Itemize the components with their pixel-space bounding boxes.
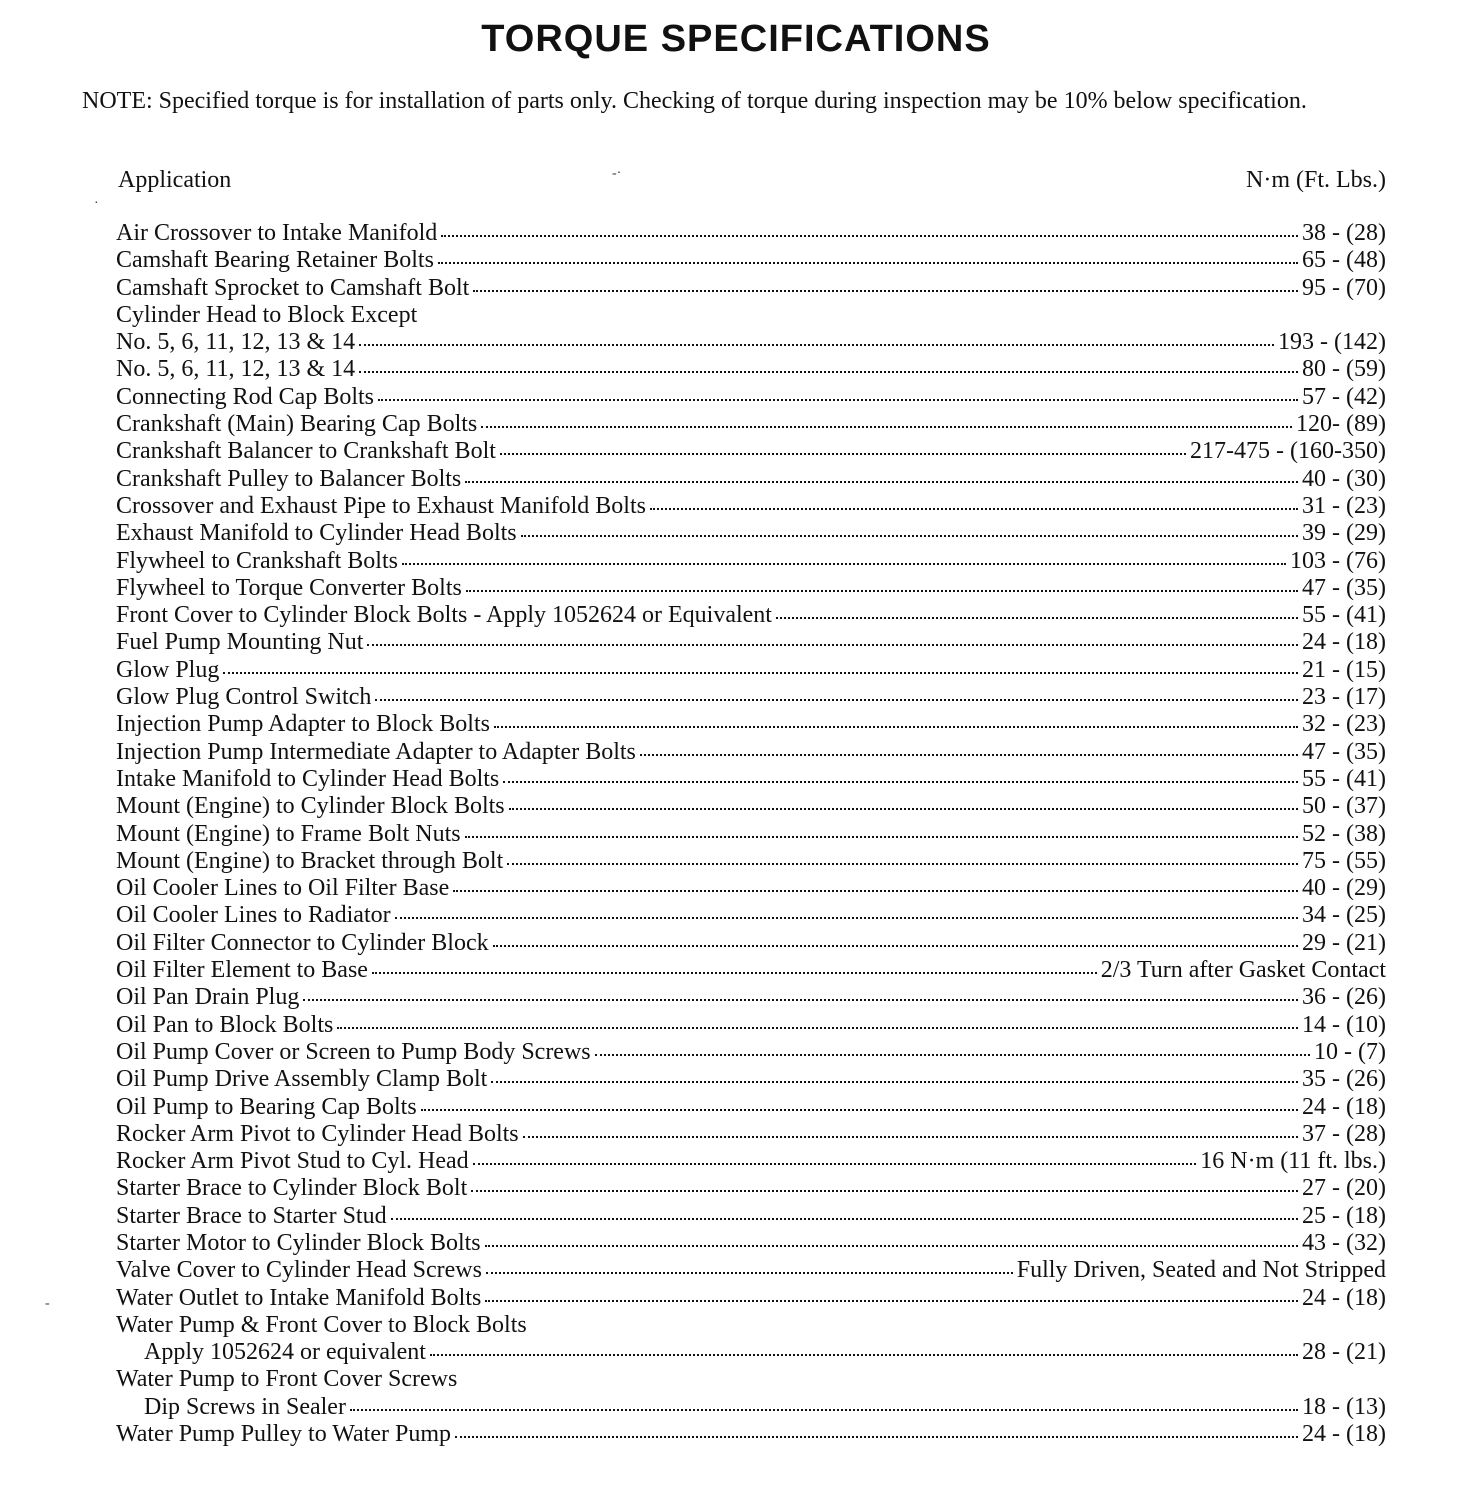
application-cell: Crossover and Exhaust Pipe to Exhaust Manifold Bolts xyxy=(116,492,646,519)
table-row xyxy=(116,1121,1386,1148)
application-cell: Crankshaft Balancer to Crankshaft Bolt xyxy=(116,438,496,465)
table-row xyxy=(116,984,1386,1011)
torque-value-cell: 50 - (37) xyxy=(1302,793,1386,820)
table-row xyxy=(116,1312,1386,1339)
application-cell: No. 5, 6, 11, 12, 13 & 14 xyxy=(116,356,356,383)
dot-leader xyxy=(465,833,1298,838)
application-cell: Dip Screws in Sealer xyxy=(144,1393,346,1420)
table-row xyxy=(116,575,1386,602)
scan-speck: -· xyxy=(612,166,622,181)
application-cell: No. 5, 6, 11, 12, 13 & 14 xyxy=(116,329,356,356)
torque-value-cell: Fully Driven, Seated and Not Stripped xyxy=(1016,1257,1386,1284)
torque-value-cell: 16 N·m (11 ft. lbs.) xyxy=(1200,1148,1386,1175)
torque-value-cell: 38 - (28) xyxy=(1302,220,1386,246)
torque-value-cell: 29 - (21) xyxy=(1302,929,1386,956)
dot-leader xyxy=(466,587,1298,592)
dot-leader xyxy=(402,560,1286,565)
table-row xyxy=(116,548,1386,575)
dot-leader xyxy=(375,696,1298,701)
table-row xyxy=(116,1012,1386,1039)
dot-leader xyxy=(500,450,1186,455)
table-row xyxy=(116,1203,1386,1230)
table-row xyxy=(116,739,1386,766)
table-row xyxy=(116,629,1386,656)
table-row xyxy=(116,930,1386,957)
application-cell: Water Pump to Front Cover Screws xyxy=(116,1366,458,1393)
application-cell: Injection Pump Intermediate Adapter to Adapter Bolts xyxy=(116,738,636,765)
application-cell: Oil Filter Connector to Cylinder Block xyxy=(116,929,489,956)
torque-value-cell: 65 - (48) xyxy=(1302,247,1386,274)
application-cell: Oil Pump to Bearing Cap Bolts xyxy=(116,1093,417,1120)
table-row xyxy=(116,1257,1386,1284)
application-cell: Valve Cover to Cylinder Head Screws xyxy=(116,1257,482,1284)
application-cell: Crankshaft Pulley to Balancer Bolts xyxy=(116,465,462,492)
torque-value-cell: 193 - (142) xyxy=(1278,329,1386,356)
table-row xyxy=(116,1175,1386,1202)
application-cell: Apply 1052624 or equivalent xyxy=(144,1339,426,1366)
torque-value-cell: 43 - (32) xyxy=(1302,1229,1386,1256)
application-cell: Oil Filter Element to Base xyxy=(116,957,368,984)
application-cell: Mount (Engine) to Cylinder Block Bolts xyxy=(116,793,505,820)
application-cell: Starter Brace to Cylinder Block Bolt xyxy=(116,1175,468,1202)
table-row xyxy=(116,602,1386,629)
application-cell: Flywheel to Torque Converter Bolts xyxy=(116,574,462,601)
table-row xyxy=(116,247,1386,274)
table-row xyxy=(116,384,1386,411)
torque-value-cell: 217-475 - (160-350) xyxy=(1190,438,1386,465)
application-cell: Oil Pan Drain Plug xyxy=(116,984,300,1011)
table-row xyxy=(116,493,1386,520)
table-row xyxy=(116,438,1386,465)
dot-leader xyxy=(471,1187,1298,1192)
dot-leader xyxy=(485,1297,1298,1302)
torque-value-cell: 55 - (41) xyxy=(1302,765,1386,792)
dot-leader xyxy=(503,778,1298,783)
application-cell: Camshaft Sprocket to Camshaft Bolt xyxy=(116,274,470,301)
table-row xyxy=(116,875,1386,902)
table-row xyxy=(116,766,1386,793)
dot-leader xyxy=(359,368,1298,373)
application-cell: Water Pump Pulley to Water Pump xyxy=(116,1421,451,1448)
application-cell: Air Crossover to Intake Manifold xyxy=(116,220,438,246)
dot-leader xyxy=(507,860,1298,865)
torque-value-cell: 24 - (18) xyxy=(1302,1093,1386,1120)
dot-leader xyxy=(473,1160,1197,1165)
dot-leader xyxy=(650,505,1298,510)
dot-leader xyxy=(493,942,1298,947)
torque-value-cell: 24 - (18) xyxy=(1302,1421,1386,1448)
dot-leader xyxy=(441,232,1298,237)
table-row xyxy=(116,302,1386,329)
application-cell: Glow Plug Control Switch xyxy=(116,684,372,711)
table-row xyxy=(116,711,1386,738)
torque-value-cell: 2/3 Turn after Gasket Contact xyxy=(1100,957,1386,984)
torque-value-cell: 24 - (18) xyxy=(1302,629,1386,656)
dot-leader xyxy=(473,287,1298,292)
dot-leader xyxy=(481,423,1292,428)
torque-value-cell: 34 - (25) xyxy=(1302,902,1386,929)
note-paragraph: NOTE: Specified torque is for installation of parts only. Checking of torque during inspection may be 10% below specification. xyxy=(82,88,1307,114)
application-cell: Rocker Arm Pivot to Cylinder Head Bolts xyxy=(116,1120,519,1147)
column-header-application: Application xyxy=(118,167,232,193)
application-cell: Oil Pump Cover or Screen to Pump Body Screws xyxy=(116,1038,591,1065)
table-row xyxy=(116,220,1386,247)
torque-value-cell: 75 - (55) xyxy=(1302,847,1386,874)
torque-value-cell: 40 - (29) xyxy=(1302,875,1386,902)
table-row xyxy=(116,1421,1386,1448)
torque-value-cell: 103 - (76) xyxy=(1290,547,1386,574)
torque-value-cell: 31 - (23) xyxy=(1302,492,1386,519)
dot-leader xyxy=(421,1106,1298,1111)
dot-leader xyxy=(395,914,1298,919)
dot-leader xyxy=(391,1215,1298,1220)
table-row xyxy=(116,1394,1386,1421)
torque-value-cell: 80 - (59) xyxy=(1302,356,1386,383)
torque-value-cell: 55 - (41) xyxy=(1302,602,1386,629)
dot-leader xyxy=(223,669,1298,674)
dot-leader xyxy=(523,1133,1298,1138)
dot-leader xyxy=(359,341,1274,346)
dot-leader xyxy=(521,532,1298,537)
dot-leader xyxy=(509,805,1298,810)
page-title: TORQUE SPECIFICATIONS xyxy=(481,18,991,60)
dot-leader xyxy=(438,259,1298,264)
torque-value-cell: 40 - (30) xyxy=(1302,465,1386,492)
torque-value-cell: 120- (89) xyxy=(1296,411,1386,438)
torque-value-cell: 47 - (35) xyxy=(1302,574,1386,601)
torque-value-cell: 35 - (26) xyxy=(1302,1066,1386,1093)
torque-value-cell: 25 - (18) xyxy=(1302,1202,1386,1229)
table-row xyxy=(116,657,1386,684)
table-row xyxy=(116,821,1386,848)
application-cell: Oil Pump Drive Assembly Clamp Bolt xyxy=(116,1066,488,1093)
table-row xyxy=(116,957,1386,984)
dot-leader xyxy=(465,478,1298,483)
torque-value-cell: 28 - (21) xyxy=(1302,1339,1386,1366)
scan-speck: · xyxy=(94,196,99,211)
application-cell: Mount (Engine) to Bracket through Bolt xyxy=(116,847,504,874)
table-row xyxy=(116,1366,1386,1393)
torque-spec-table xyxy=(116,220,1386,1448)
table-row xyxy=(116,520,1386,547)
dot-leader xyxy=(303,996,1298,1001)
table-row xyxy=(116,329,1386,356)
dot-leader xyxy=(430,1351,1298,1356)
table-row xyxy=(116,1285,1386,1312)
torque-value-cell: 47 - (35) xyxy=(1302,738,1386,765)
application-cell: Water Pump & Front Cover to Block Bolts xyxy=(116,1311,527,1338)
dot-leader xyxy=(350,1406,1298,1411)
application-cell: Exhaust Manifold to Cylinder Head Bolts xyxy=(116,520,517,547)
dot-leader xyxy=(776,614,1298,619)
application-cell: Mount (Engine) to Frame Bolt Nuts xyxy=(116,820,461,847)
application-cell: Oil Cooler Lines to Radiator xyxy=(116,902,391,929)
dot-leader xyxy=(337,1024,1298,1029)
torque-value-cell: 39 - (29) xyxy=(1302,520,1386,547)
application-cell: Crankshaft (Main) Bearing Cap Bolts xyxy=(116,411,478,438)
table-row xyxy=(116,902,1386,929)
dot-leader xyxy=(378,396,1298,401)
table-row xyxy=(116,411,1386,438)
torque-value-cell: 37 - (28) xyxy=(1302,1120,1386,1147)
torque-value-cell: 95 - (70) xyxy=(1302,274,1386,301)
torque-value-cell: 21 - (15) xyxy=(1302,656,1386,683)
table-row xyxy=(116,793,1386,820)
torque-value-cell: 23 - (17) xyxy=(1302,684,1386,711)
torque-value-cell: 18 - (13) xyxy=(1302,1393,1386,1420)
dot-leader xyxy=(485,1242,1298,1247)
application-cell: Rocker Arm Pivot Stud to Cyl. Head xyxy=(116,1148,469,1175)
application-cell: Camshaft Bearing Retainer Bolts xyxy=(116,247,434,274)
application-cell: Starter Motor to Cylinder Block Bolts xyxy=(116,1229,481,1256)
dot-leader xyxy=(367,641,1298,646)
torque-value-cell: 32 - (23) xyxy=(1302,711,1386,738)
table-row xyxy=(116,1339,1386,1366)
application-cell: Front Cover to Cylinder Block Bolts - Apply 1052624 or Equivalent xyxy=(116,602,772,629)
torque-value-cell: 27 - (20) xyxy=(1302,1175,1386,1202)
table-row xyxy=(116,684,1386,711)
torque-value-cell: 24 - (18) xyxy=(1302,1284,1386,1311)
dot-leader xyxy=(486,1269,1013,1274)
application-cell: Oil Pan to Block Bolts xyxy=(116,1011,334,1038)
table-row xyxy=(116,848,1386,875)
torque-value-cell: 14 - (10) xyxy=(1302,1011,1386,1038)
application-cell: Flywheel to Crankshaft Bolts xyxy=(116,547,398,574)
dot-leader xyxy=(453,887,1298,892)
application-cell: Injection Pump Adapter to Block Bolts xyxy=(116,711,490,738)
application-cell: Cylinder Head to Block Except xyxy=(116,301,418,328)
application-cell: Oil Cooler Lines to Oil Filter Base xyxy=(116,875,450,902)
table-row xyxy=(116,275,1386,302)
torque-value-cell: 36 - (26) xyxy=(1302,984,1386,1011)
dot-leader xyxy=(595,1051,1310,1056)
dot-leader xyxy=(491,1078,1298,1083)
table-row xyxy=(116,466,1386,493)
application-cell: Starter Brace to Starter Stud xyxy=(116,1202,387,1229)
table-row xyxy=(116,1148,1386,1175)
table-row xyxy=(116,1066,1386,1093)
dot-leader xyxy=(455,1433,1298,1438)
dot-leader xyxy=(640,751,1298,756)
table-row xyxy=(116,1094,1386,1121)
scan-speck: - xyxy=(45,1296,50,1311)
torque-value-cell: 10 - (7) xyxy=(1314,1038,1386,1065)
table-row xyxy=(116,356,1386,383)
application-cell: Glow Plug xyxy=(116,656,220,683)
torque-value-cell: 52 - (38) xyxy=(1302,820,1386,847)
application-cell: Intake Manifold to Cylinder Head Bolts xyxy=(116,765,500,792)
table-row xyxy=(116,1230,1386,1257)
dot-leader xyxy=(494,723,1298,728)
dot-leader xyxy=(372,969,1097,974)
application-cell: Fuel Pump Mounting Nut xyxy=(116,629,364,656)
application-cell: Water Outlet to Intake Manifold Bolts xyxy=(116,1284,482,1311)
table-row xyxy=(116,1039,1386,1066)
column-header-torque: N·m (Ft. Lbs.) xyxy=(1246,167,1386,193)
application-cell: Connecting Rod Cap Bolts xyxy=(116,383,374,410)
torque-value-cell: 57 - (42) xyxy=(1302,383,1386,410)
